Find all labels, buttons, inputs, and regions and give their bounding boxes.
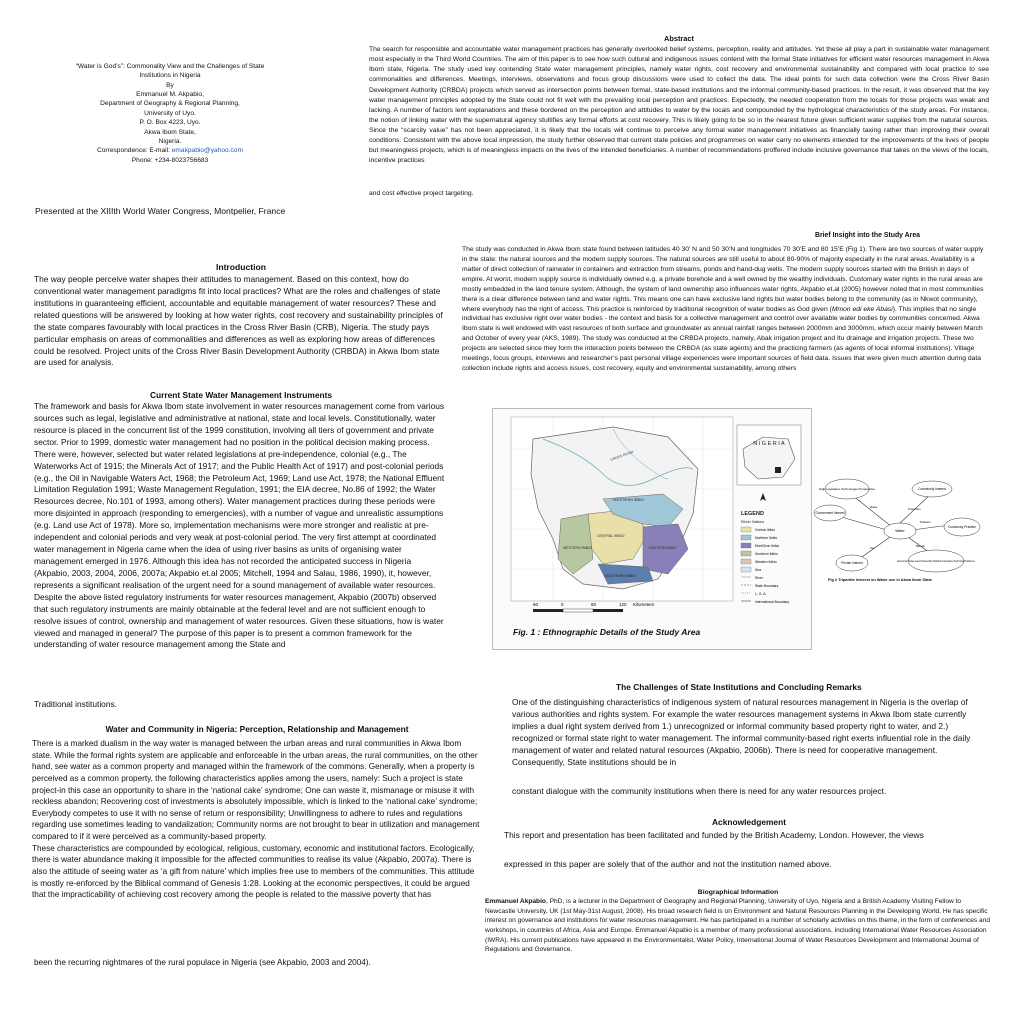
bio-heading: Biographical Information xyxy=(697,889,779,896)
map-label-western: WESTERN IBIBIO xyxy=(563,546,592,550)
challenges-section xyxy=(512,682,986,769)
legend-sub: Ethnic Nations xyxy=(741,520,765,524)
scale-label-1: 0 xyxy=(561,602,564,607)
paper-title-line1: “Water is God’s”: Commonality View and the Challenges of State xyxy=(75,63,265,70)
legend-item-7: State Boundary xyxy=(755,584,779,588)
map-label-northern: NORTHERN IBIBIO xyxy=(613,498,645,502)
node-label-5: Private Interest xyxy=(841,561,863,565)
water-community-continuation: been the recurring nightmares of the rural populace in Nigeria (see Akpabio, 2003 and 2004). xyxy=(34,958,371,967)
bio-section xyxy=(485,889,991,955)
author-name: Emmanuel M. Akpabio, xyxy=(136,91,204,99)
figure2-caption: Fig 2 Tripartite Interest on Water use in Akwa Ibom State xyxy=(828,577,932,582)
legend-item-8: L. G. A. xyxy=(755,592,767,596)
legend-item-2: Eket/Oron Ibibio xyxy=(755,544,780,548)
map-label-river: CROSS RIVER xyxy=(609,449,635,462)
edge-label-2: Pollution xyxy=(920,520,931,524)
node-label-2: Government Interest xyxy=(815,511,845,515)
legend-item-3: Southern Ibibio xyxy=(755,552,778,556)
scale-label-2: 60 xyxy=(591,602,597,607)
scale-bar xyxy=(533,602,655,612)
brief-insight-section xyxy=(462,232,990,374)
legend-item-1: Northern Ibibio xyxy=(755,536,778,540)
current-state-text: The framework and basis for Akwa Ibom state involvement in water resources management come from various sources such as legal, legislative and administrative at national, state and local levels. Constitutionally, water resource is placed in the concurrent list of the 1999 constitution, involving all tiers of government and private sector. Prior to 1999, domestic water management had no position in the political decision making process. There were, however, selected but water related legislations at pre-independence, colonial (e.g., The Waterworks Act of 1915; the Minerals Act of 1917; and the Public Health Act of 1917) and post-colonial periods (e.g., the Oil in Navigable Waters Act, 1968; the Petroleum Act, 1969; Land use Act, 1978; the National Effluent Limitation Regulation 1991; Waste Management Regulation, 1991; the EIA decree, No.86 of 1992; the Water Resources decree, No.101 of 1993, among others). Water management practices during these periods were more disjointed in approach (responding to emergencies), with a number of vague and unrealistic assumptions (e.g. Land use Act of 1978). More so, implementation mechanisms were more stronger and realistic at pre-independent and colonial periods and very weak at post-colonial period. The very first attempt at coordinated water management in Nigeria came when the idea of using river basins as units of organising water management emerged in 1976. Although this idea has not recorded the anticipated success in Nigeria (Akpabio, 2003, 2004, 2006, 2007a; Akpabio et.al 2005; Mitchell, 1994 and Salau, 1986, 1990), it, however, represents a significant realisation of the urgent need for a sound management of available water resources. Despite the above listed regulatory instruments for water resources management, Akpabio (2007b) observed that such regulatory instruments are mainly obtainable at the federal level and are not sufficient enough to resolve issues of control, ownership and management of water resources. Given these situations, how is water viewed and managed in general? The purpose of this paper is to present a common framework for the understanding of water resource management among the State and xyxy=(34,401,445,650)
author-dept: Department of Geography & Regional Planning, xyxy=(100,100,240,108)
abstract-section xyxy=(369,34,989,167)
figure1-map xyxy=(492,408,812,650)
edge-label-0: Rules xyxy=(870,505,878,509)
scale-label-3: 120 xyxy=(619,602,627,607)
inset-nigeria-label: N I G E R I A xyxy=(753,441,785,447)
author-university: University of Uyo. xyxy=(144,109,196,117)
legend-item-0: Central Ibibio xyxy=(755,528,775,532)
legend-item-6: River xyxy=(755,576,763,580)
abstract-continuation: and cost effective project targeting. xyxy=(369,190,474,197)
brief-insight-heading xyxy=(462,232,990,239)
by-label: By xyxy=(166,81,174,89)
legend-item-9: International Boundary xyxy=(755,600,790,604)
paper-title-line2: Institutions in Nigeria xyxy=(139,72,201,80)
acknowledgement-section xyxy=(504,817,994,842)
scale-label-4: Kilometers xyxy=(633,602,655,607)
author-box: P. O. Box 4223, Uyo. xyxy=(139,119,201,127)
email-link[interactable]: emakpabio@yahoo.com xyxy=(171,147,243,155)
scale-label-0: 60 xyxy=(533,602,539,607)
presented-at: Presented at the XIIIth World Water Congress, Montpelier, France xyxy=(35,206,286,216)
challenges-continuation: constant dialogue with the community institutions when there is need for any water resources project. xyxy=(512,786,887,796)
legend-item-5: Sea xyxy=(755,568,762,572)
legend-title: LEGEND xyxy=(741,511,764,517)
acknowledgement-text: This report and presentation has been facilitated and funded by the British Academy, London. However, the views xyxy=(504,830,924,840)
map-label-southern: SOUTHERN IBIBIO xyxy=(605,574,636,578)
map-svg xyxy=(493,409,811,649)
node-label-1: Community Interest xyxy=(918,487,946,491)
author-state: Akwa Ibom State, xyxy=(144,128,196,136)
node-label-3: Water xyxy=(895,529,905,533)
legend-item-4: Western Ibibio xyxy=(755,560,777,564)
inset-location-marker xyxy=(775,467,781,473)
edge-label-4: Benefit xyxy=(916,544,925,548)
node-label-0: High Legislative Technologies Perspective xyxy=(819,487,875,491)
phone-line: Phone: +234-8023756683 xyxy=(131,156,209,164)
challenges-heading: The Challenges of State Institutions and Concluding Remarks xyxy=(616,682,862,692)
node-label-4: Customary Practice xyxy=(948,525,976,529)
introduction-text: The way people perceive water shapes their attitudes to management. Based on this context, how do conventional water management paradigms fit into local practices? What are the roles and challenges of state institutions in guaranteeing efficient, accountable and equitable management of water resources? These and related questions will be answered by looking at how water rights, cost recovery and sustainability principles of the state compares favourably with local practices in the Cross River Basin (CRB), Nigeria. The study pays particular emphasis on areas of commonalities and differences as well as exploring how areas of differences could be resolved. Project units of the Cross River Basin Development Authority (CRBDA) in Akwa Ibom state are used for analysis. xyxy=(34,274,443,368)
current-state-section xyxy=(34,390,448,651)
bio-body: , PhD, is a lecturer in the Department of Geography and Regional Planning, University of Uyo, Nigeria and a British Academy Visiting Fellow to Newcastle University, UK (1st May-31st August, 2008). His broad research field is on Environment and Natural Resources Planning in the Developing World. He has specific interest on governance and institutions for water resources management. He has participated in a number of scholarly activities on this theme, in the form of conferences and workshops, in countries of Africa, Asia and Europe. Emmanuel Akpabio is a member of many professional associations, including International Water Resources Association (IWRA). His current publications have appeared in the Environmentalist, Water Policy, International Journal of Water Resources Development and International Journal of Regulations and Governance. xyxy=(485,898,991,954)
brief-insight-text-after: ). This implies that no single individual has exclusive right over water bodies - the context and basis for a collective management and control over available water bodies by communities concerned. Akwa Ibom state is well endowed with vast resources of both surface and groundwater as annual rainfall ranges between 2000mm and 3000mm, which occur mainly between March and October of every year (AKS, 1989). The study was conducted at the CRBDA projects, namely, Abak irrigation project and Itu drainage and irrigation projects. These two projects are selected since they form the interaction points between the CRBDA (as state agents) and the practicing farmers (as agents of local informal institutions). Village meetings, focus groups, interviews and researcher’s past personal village experiences were important sources of field data. Issues that were given much attention during data collection include rights and access issues, cost recovery, equity and environmental sustainability, among others xyxy=(462,305,983,373)
edge-label-3: Use xyxy=(870,546,875,550)
abstract-heading: Abstract xyxy=(664,34,694,43)
figure1-caption: Fig. 1 : Ethnographic Details of the Study Area xyxy=(513,627,701,637)
water-community-text1: There is a marked dualism in the way water is managed between the urban areas and rural communities in Akwa Ibom state. While the formal rights system are applicable and enforceable in the urban areas, the rural communities, on the other hand, see water as a common property and managed within the framework of the commons. Generally, when a property is perceived as a common property, the following characteristics applies among the users, namely: Such a project is state project-in this case an opportunity to share in the ‘national cake’ syndrome; One can waste it, mismanage or misuse it with reckless abandon; Recovering cost of investments is absolutely impossible, which is linked to the ‘national cake’ syndrome; Everybody competes to use it with no sense of return or responsibility; Unwillingness to adhere to rules and regulations regarding use sometimes leading to vandalization; Community norms are not brought to bear in utilization and management compared to if it were perceived as a community-based property. xyxy=(32,739,480,842)
north-arrow-icon xyxy=(760,493,766,501)
title-block xyxy=(60,62,280,165)
brief-insight-text xyxy=(462,245,990,374)
brief-insight-text-before: The study was conducted in Akwa Ibom state found between latitudes 40 30’ N and 50 30’N and longitudes 70 30’E and 80 15’E (Fig 1). There are two sources of water supply in the state: the natural sources and the modern supply sources. The natural sources are still useful to about 80-90% of majority especially in the rural areas. Availability is a matter of direct collection of rainwater in containers and extraction from streams, ponds and hand-dug wells. The modern supply sources started with the British in days of empire. At worst, modern supply source is individually owned e.g. a private borehole and a well owned by the wealthy individuals. Customary water rights in the rural areas are mostly embedded in the land tenure system. Although, the system of land ownership also influences water rights. Akpabio et.al (2005) however noted that in most communities there is a clear difference between land and water rights. This means one can have exclusive land rights but water bodies belong to the community (as in Nkwot community), where everybody has the right of access. This practice is reinforced by traditional recognition of water bodies as God given ( xyxy=(462,246,984,313)
legend-items xyxy=(741,527,789,604)
abstract-text: The search for responsible and accountable water management practices has generally overlooked belief systems, perception, reality and attitudes. Yet these all play a part in sustainable water management most especially in the Third World Countries. The aim of this paper is to see how such cultural and indigenous issues contend with the formal State initiatives for efficient water resources management in Akwa Ibom state, Nigeria. The study used key contending State water management principles, namely water rights, cost recovery and environmental sustainability and compared with local practice to see commonalities and differences. Meetings, interviews, observations and focus group discussions were used to collect the data. The ideal points for such data collection were the Cross River Basin Development Authority (CRBDA) projects which served as intersection points between formal, state-based institutions and the informal community-based practices. In the result, it was observed that the key water management principles adopted by the State could not fit well with the prevailing local perception and practices. Expectedly, the needed cooperation from the locals for those projects was weak and lacking. A number of factors lent explanations and these bordered on the perception and attitudes to water by the locals and compounded by the hydrological characteristics of the study areas. For instance, the notion of linking water with the supernatural agency stultifies any formal efforts at cost recovery. This is likely going to be so in the nearest future given sufficient water supplies from the natural sources. Since the “scarcity value” has not been appreciated, it is likely that the locals will continue to perceive any formal water management initiatives as financially taxing rather than improving their overall conditions. Consistent with the above local impression, the study further observed that current state policies and programmes on water carry no elements intended for the improvements of the lives of people but meaningless projects, which is of meaningless impacts on the lives of the intended beneficiaries. A number of recommendations proffered include inclusive governance that takes on the views of the locals, incentive practices xyxy=(369,46,989,165)
water-community-text2: These characteristics are compounded by ecological, religious, customary, economic and institutional factors. Ecologically, there is water abundance making it impossible for the affected communities to realise its value (Akpabio, 2007a). There is also the attitude of seeing water as ‘a gift from nature’ which implies free use to members of the communities. This attitude is mostly re-enforced by the Biblical command of Genesis 1:28. Looking at the economic perspectives, it could be argued that the impracticability of achieving cost recovery among the people is related to the massive poverty that has xyxy=(32,843,475,900)
current-state-continuation: Traditional institutions. xyxy=(34,699,118,709)
water-community-heading: Water and Community in Nigeria: Perception, Relationship and Management xyxy=(105,724,409,734)
introduction-section xyxy=(34,262,448,369)
figure2-diagram xyxy=(812,475,992,585)
brief-insight-heading-text: Brief Insight into the Study Area xyxy=(814,232,920,239)
challenges-text: One of the distinguishing characteristics of indigenous system of natural resources management in Nigeria is the overlap of various authorities and rights system. For example the water resources management systems in Akwa Ibom state currently implies a dual right system derived from 1.) unrecognized or informal community based property right to water, and 2.) recognized or formal state right to water management. The informal community-based right exerts influential role in the daily management of water and related natural resources (Akpabio, 2006b). There is need for cooperative management. Consequently, State institutions should be in xyxy=(512,697,971,767)
water-community-section xyxy=(32,724,482,901)
introduction-heading: Introduction xyxy=(215,262,267,272)
correspondence-label: Correspondence: E-mail: xyxy=(97,147,172,155)
map-label-central: CENTRAL IBIBIO xyxy=(597,534,625,538)
current-state-heading: Current State Water Management Instruments xyxy=(149,390,333,400)
bio-text xyxy=(485,897,991,955)
correspondence-line xyxy=(60,146,280,155)
acknowledgement-heading: Acknowledgement xyxy=(712,817,786,827)
bio-name: Emmanuel Akpabio xyxy=(485,898,546,905)
diagram-svg xyxy=(812,475,992,585)
acknowledgement-continuation: expressed in this paper are solely that of the author and not the institution named above. xyxy=(504,859,832,869)
author-country: Nigeria. xyxy=(158,137,182,145)
edge-label-1: Protection xyxy=(908,507,921,511)
map-label-eastern: EASTERN IBIBIO xyxy=(649,546,677,550)
node-label-6: Economic Value Land Ownership Political Corruption Technical Problems xyxy=(897,560,975,563)
brief-insight-italic: Mmon edi eke Abasi xyxy=(831,305,893,313)
